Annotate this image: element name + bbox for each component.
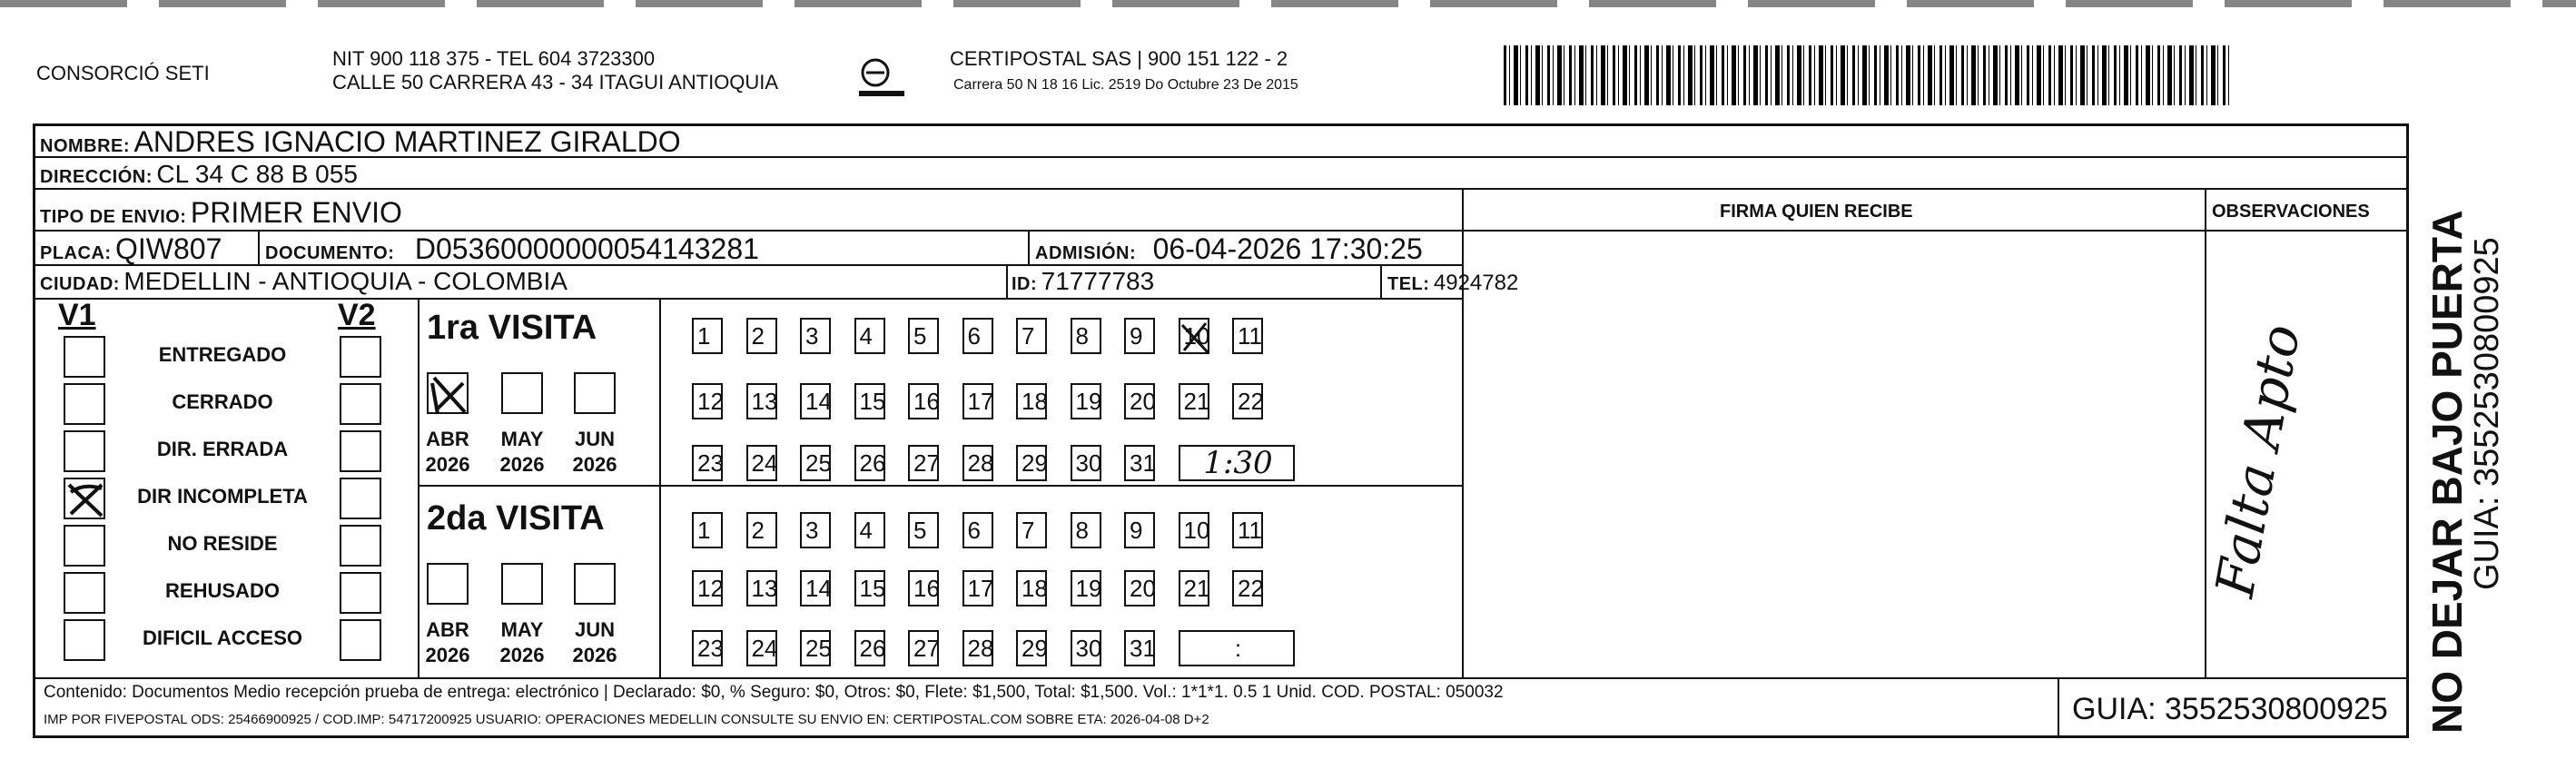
visit2-day-box[interactable] — [854, 630, 885, 666]
day-number: 18 — [1022, 575, 1048, 602]
day-number: 27 — [913, 449, 940, 477]
day-number: 6 — [967, 517, 981, 544]
status-label: NO RESIDE — [167, 532, 278, 555]
day-number: 19 — [1075, 388, 1102, 415]
status-label: ENTREGADO — [158, 343, 287, 366]
month-label: JUN — [574, 618, 615, 641]
day-number: 11 — [1238, 517, 1262, 544]
day-number: 3 — [805, 322, 819, 350]
visit2-day-box[interactable] — [1071, 570, 1101, 606]
visit2-day-box[interactable] — [1179, 570, 1209, 606]
direccion-label: DIRECCIÓN: — [40, 167, 153, 187]
visit2-day-box[interactable] — [962, 570, 993, 606]
day-number: 1 — [697, 517, 711, 544]
company-nit: NIT 900 118 375 - TEL 604 3723300 — [332, 47, 656, 70]
visit1-day-box[interactable] — [1179, 383, 1209, 419]
visit1-title: 1ra VISITA — [427, 309, 597, 347]
visit1-month-checkbox[interactable] — [574, 372, 616, 414]
visit2-day-box[interactable] — [962, 512, 993, 548]
v2-header: V2 — [338, 298, 376, 332]
visit1-day-box[interactable] — [1232, 318, 1263, 354]
ciudad-label: CIUDAD: — [40, 274, 120, 294]
visit2-day-box[interactable] — [746, 512, 777, 548]
month-label: ABR — [426, 618, 469, 641]
day-number: 21 — [1183, 575, 1210, 602]
visit1-day-box[interactable] — [854, 383, 885, 419]
visit1-day-box[interactable] — [908, 383, 939, 419]
id-row — [1012, 267, 1154, 296]
company-address: CALLE 50 CARRERA 43 - 34 ITAGUI ANTIOQUIA — [332, 71, 779, 94]
v2-checkbox[interactable] — [340, 336, 381, 378]
status-label: REHUSADO — [165, 579, 280, 602]
visit1-day-box[interactable] — [692, 383, 723, 419]
year-label: 2026 — [572, 644, 617, 666]
month-label: JUN — [574, 428, 615, 450]
day-number: 9 — [1130, 517, 1143, 544]
day-number: 5 — [913, 517, 927, 544]
visit1-month-checkbox[interactable] — [501, 372, 543, 414]
visit1-day-box[interactable] — [1124, 318, 1155, 354]
day-number: 8 — [1075, 517, 1089, 544]
firma-header: FIRMA QUIEN RECIBE — [1720, 202, 1913, 222]
day-number: 19 — [1075, 575, 1102, 602]
direccion-value: CL 34 C 88 B 055 — [156, 160, 358, 188]
placa-value: QIW807 — [115, 232, 222, 265]
v2-checkbox[interactable] — [340, 619, 381, 661]
day-number: 16 — [913, 388, 940, 415]
time-value: : — [1234, 635, 1242, 662]
tel-label: TEL: — [1387, 274, 1430, 294]
visit1-day-box[interactable] — [746, 445, 777, 481]
status-label: DIFICIL ACCESO — [142, 626, 302, 649]
visit1-day-box[interactable] — [1071, 445, 1101, 481]
carrier-name: CERTIPOSTAL SAS | 900 151 122 - 2 — [950, 47, 1288, 70]
tel-value: 4924782 — [1433, 271, 1519, 295]
time-value: 1:30 — [1203, 445, 1273, 481]
nombre-value: ANDRES IGNACIO MARTINEZ GIRALDO — [133, 125, 681, 158]
day-number: 14 — [805, 388, 832, 415]
visit2-day-box[interactable] — [1232, 512, 1263, 548]
day-number: 30 — [1075, 449, 1102, 477]
documento-label: DOCUMENTO: — [265, 243, 395, 263]
visit2-day-box[interactable] — [692, 512, 723, 548]
v2-checkbox[interactable] — [340, 478, 381, 519]
admision-value: 06-04-2026 17:30:25 — [1152, 232, 1423, 265]
status-label: DIR INCOMPLETA — [137, 485, 308, 508]
id-label: ID: — [1012, 274, 1038, 294]
day-number: 23 — [697, 635, 724, 662]
visit2-day-box[interactable] — [962, 630, 993, 666]
visit1-time-box[interactable] — [1179, 445, 1295, 481]
visit2-day-box[interactable] — [1232, 570, 1263, 606]
visit1-day-box[interactable] — [692, 318, 723, 354]
day-number: 17 — [967, 575, 994, 602]
carrier-logo-icon — [857, 56, 908, 102]
handwritten-note-text: Falta Apto — [2203, 320, 2313, 602]
visit2-day-box[interactable] — [1124, 570, 1155, 606]
year-label: 2026 — [425, 644, 470, 666]
day-number: 14 — [805, 575, 832, 602]
day-number: 23 — [697, 449, 724, 477]
nombre-row — [40, 125, 681, 159]
day-number: 31 — [1130, 635, 1156, 662]
day-number: 29 — [1022, 635, 1048, 662]
month-label: ABR — [426, 428, 469, 450]
visit2-day-box[interactable] — [746, 570, 777, 606]
day-number: 13 — [751, 388, 778, 415]
day-number: 20 — [1130, 388, 1156, 415]
day-number: 26 — [859, 635, 886, 662]
year-label: 2026 — [425, 453, 470, 476]
visit1-day-box[interactable] — [854, 445, 885, 481]
visit2-day-box[interactable] — [1071, 512, 1101, 548]
side-warning: NO DEJAR BAJO PUERTA — [2423, 210, 2471, 734]
v1-header: V1 — [58, 298, 96, 332]
side-guia: GUIA: 3552530800925 — [2468, 237, 2506, 590]
day-number: 2 — [751, 322, 765, 350]
status-label: CERRADO — [172, 390, 273, 413]
visit2-day-box[interactable] — [1179, 512, 1209, 548]
tel-row — [1387, 271, 1518, 296]
visit2-day-box[interactable] — [854, 570, 885, 606]
day-number: 31 — [1130, 449, 1156, 477]
visit1-day-box[interactable] — [746, 318, 777, 354]
visit2-day-box[interactable] — [746, 630, 777, 666]
day-number: 30 — [1075, 635, 1102, 662]
day-number: 3 — [805, 517, 819, 544]
visit2-day-box[interactable] — [908, 570, 939, 606]
day-number: 21 — [1183, 388, 1210, 415]
tipo-row — [40, 196, 402, 230]
visit1-day-box[interactable] — [800, 445, 831, 481]
visit1-day-box[interactable] — [1016, 445, 1047, 481]
day-number: 22 — [1238, 388, 1264, 415]
day-number: 27 — [913, 635, 940, 662]
footer-contents: Contenido: Documentos Medio recepción prueba de entrega: electrónico | Declarado: $0, % Seguro: $0, Otros: $0, Flete: $1,500, Total: $1,500. Vol.: 1*1*1. 0.5 1 Unid. COD. POSTAL: 050032 — [44, 683, 1504, 702]
visit1-day-box[interactable] — [746, 383, 777, 419]
day-number: 28 — [967, 449, 994, 477]
visit1-day-box[interactable] — [800, 318, 831, 354]
visit1-day-box[interactable] — [1179, 318, 1209, 354]
day-number: 7 — [1022, 322, 1035, 350]
ciudad-value: MEDELLIN - ANTIOQUIA - COLOMBIA — [123, 267, 568, 295]
day-number: 4 — [859, 322, 873, 350]
barcode — [1504, 45, 2230, 105]
visit1-day-box[interactable] — [1124, 383, 1155, 419]
footer-guia: GUIA: 3552530800925 — [2072, 692, 2388, 726]
visit1-day-box[interactable] — [800, 383, 831, 419]
tipo-value: PRIMER ENVIO — [190, 196, 402, 229]
day-number: 26 — [859, 449, 886, 477]
visit2-day-box[interactable] — [1016, 512, 1047, 548]
day-number: 24 — [751, 449, 778, 477]
day-number: 25 — [805, 449, 832, 477]
visit1-day-box[interactable] — [1071, 383, 1101, 419]
visit2-day-box[interactable] — [800, 512, 831, 548]
day-number: 16 — [913, 575, 940, 602]
year-label: 2026 — [499, 644, 545, 666]
day-number: 15 — [859, 575, 886, 602]
nombre-label: NOMBRE: — [40, 136, 131, 156]
v2-checkbox[interactable] — [340, 430, 381, 472]
visit1-day-box[interactable] — [1071, 318, 1101, 354]
top-cut-edge — [0, 0, 2576, 7]
day-number: 29 — [1022, 449, 1048, 477]
visit2-time-box[interactable] — [1179, 630, 1295, 666]
visit2-day-box[interactable] — [692, 570, 723, 606]
visit2-day-box[interactable] — [1124, 512, 1155, 548]
visit1-day-box[interactable] — [962, 445, 993, 481]
day-number: 5 — [913, 322, 927, 350]
visit1-day-box[interactable] — [1016, 318, 1047, 354]
year-label: 2026 — [499, 453, 545, 476]
visit1-day-box[interactable] — [962, 383, 993, 419]
visit1-day-box[interactable] — [1124, 445, 1155, 481]
day-number: 4 — [859, 517, 873, 544]
visit2-title: 2da VISITA — [427, 499, 605, 537]
tipo-label: TIPO DE ENVIO: — [40, 207, 187, 227]
visit2-day-box[interactable] — [1124, 630, 1155, 666]
day-number: 12 — [697, 388, 724, 415]
day-number: 7 — [1022, 517, 1035, 544]
footer-imp: IMP POR FIVEPOSTAL ODS: 25466900925 / COD.IMP: 54717200925 USUARIO: OPERACIONES MEDELLIN CONSULTE SU ENVIO EN: CERTIPOSTAL.COM SOBRE ETA: 2026-04-08 D+2 — [44, 712, 1209, 727]
v2-checkbox[interactable] — [340, 572, 381, 614]
documento-value: D05360000000054143281 — [414, 232, 759, 265]
day-number: 10 — [1183, 322, 1210, 350]
visit2-day-box[interactable] — [692, 630, 723, 666]
day-number: 24 — [751, 635, 778, 662]
check-mark-icon — [429, 374, 470, 416]
visit1-month-checkbox[interactable] — [427, 372, 469, 414]
visit2-month-checkbox[interactable] — [501, 563, 543, 605]
visit2-month-checkbox[interactable] — [427, 563, 469, 605]
day-number: 8 — [1075, 322, 1089, 350]
day-number: 18 — [1022, 388, 1048, 415]
day-number: 25 — [805, 635, 832, 662]
visit1-day-box[interactable] — [1016, 383, 1047, 419]
day-number: 2 — [751, 517, 765, 544]
placa-label: PLACA: — [40, 243, 112, 263]
visit2-day-box[interactable] — [854, 512, 885, 548]
day-number: 11 — [1238, 322, 1262, 350]
ciudad-row — [40, 267, 568, 296]
day-number: 10 — [1183, 517, 1210, 544]
visit2-day-box[interactable] — [908, 512, 939, 548]
visit2-day-box[interactable] — [1071, 630, 1101, 666]
day-number: 12 — [697, 575, 724, 602]
documento-row — [265, 232, 759, 266]
day-number: 6 — [967, 322, 981, 350]
visit1-day-box[interactable] — [908, 445, 939, 481]
handwritten-note — [2203, 320, 2379, 617]
visit1-day-box[interactable] — [1232, 383, 1263, 419]
visit2-day-box[interactable] — [908, 630, 939, 666]
status-label: DIR. ERRADA — [156, 438, 289, 460]
admision-row — [1035, 232, 1423, 266]
day-number: 20 — [1130, 575, 1156, 602]
visit2-day-box[interactable] — [800, 570, 831, 606]
carrier-license: Carrera 50 N 18 16 Lic. 2519 Do Octubre 23 De 2015 — [953, 77, 1298, 93]
placa-row — [40, 232, 222, 266]
day-number: 15 — [859, 388, 886, 415]
observaciones-header: OBSERVACIONES — [2212, 202, 2370, 222]
check-mark-icon — [1180, 320, 1211, 356]
id-value: 71777783 — [1041, 267, 1155, 295]
month-label: MAY — [500, 428, 544, 450]
visit1-day-box[interactable] — [854, 318, 885, 354]
year-label: 2026 — [572, 453, 617, 476]
visit1-day-box[interactable] — [962, 318, 993, 354]
visit2-month-checkbox[interactable] — [574, 563, 616, 605]
v2-checkbox[interactable] — [340, 383, 381, 425]
visit1-day-box[interactable] — [692, 445, 723, 481]
admision-label: ADMISIÓN: — [1035, 243, 1137, 263]
day-number: 9 — [1130, 322, 1143, 350]
company-name: CONSORCIÓ SETI — [36, 62, 210, 84]
visit1-day-box[interactable] — [908, 318, 939, 354]
visit2-day-box[interactable] — [800, 630, 831, 666]
day-number: 28 — [967, 635, 994, 662]
visit2-day-box[interactable] — [1016, 630, 1047, 666]
day-number: 1 — [697, 322, 711, 350]
month-label: MAY — [500, 618, 544, 641]
visit2-day-box[interactable] — [1016, 570, 1047, 606]
direccion-row — [40, 160, 358, 189]
day-number: 13 — [751, 575, 778, 602]
v2-checkbox[interactable] — [340, 525, 381, 567]
day-number: 17 — [967, 388, 994, 415]
day-number: 22 — [1238, 575, 1264, 602]
